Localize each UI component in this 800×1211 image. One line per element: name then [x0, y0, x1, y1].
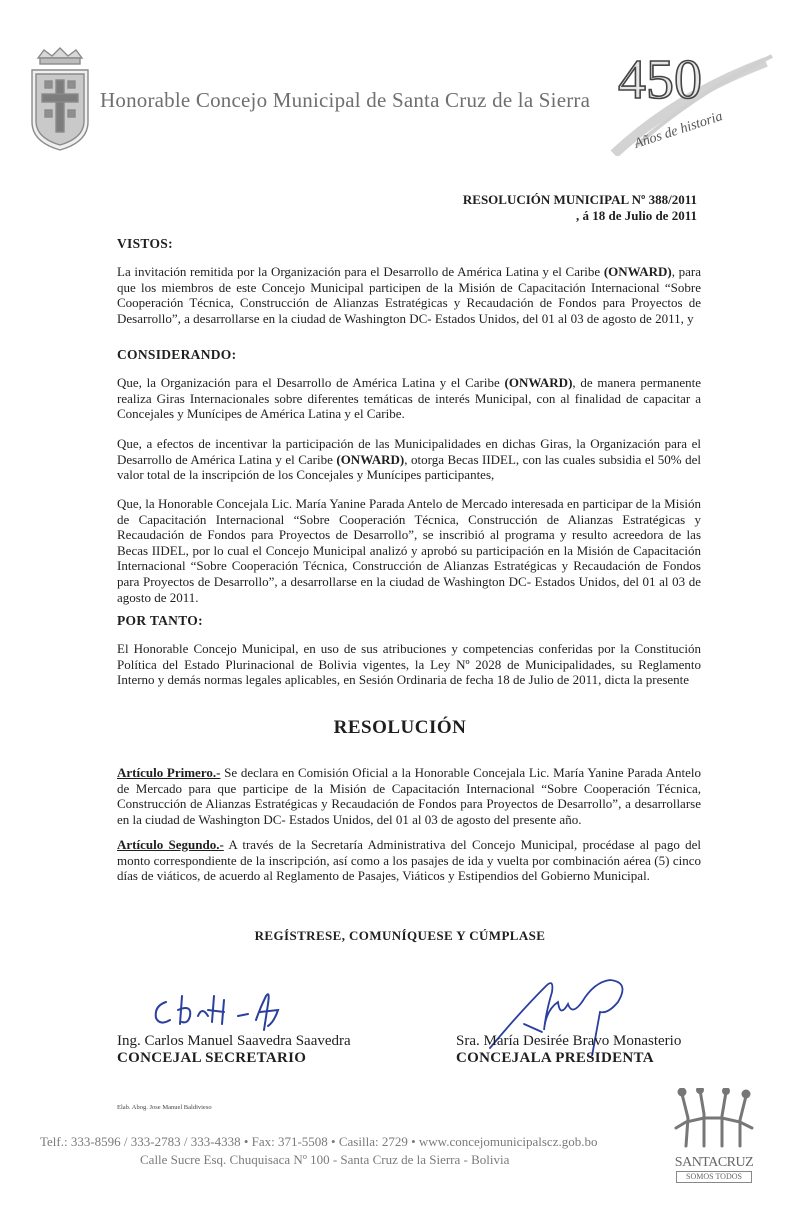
considerando-1-text-b: , de manera permanente realiza Giras Internacionales sobre diferentes temáticas de interés Municipal, con al finalidad de capacitar a Concejales y Munícipes de América Latina y el Caribe.: [117, 375, 702, 422]
resolution-number: RESOLUCIÓN MUNICIPAL Nº 388/2011: [462, 192, 697, 207]
santa-cruz-logo: [664, 1088, 764, 1188]
council-name: Honorable Concejo Municipal de Santa Cruz de la Sierra: [100, 88, 591, 112]
vistos-text-a: La invitación remitida por la Organización para el Desarrollo de América Latina y el Caribe: [117, 264, 604, 279]
resolution-date: , á 18 de Julio de 2011: [576, 208, 697, 223]
closing-formula: REGÍSTRESE, COMUNÍQUESE Y CÚMPLASE: [254, 928, 546, 943]
por-tanto-paragraph: El Honorable Concejo Municipal, en uso de sus atribuciones y competencias conferidas por la Constitución Política del Estado Plurinacional de Bolivia vigentes, la Ley Nº 2028 de Municipalidades, su Reglamento Interno y demás normas legales aplicables, en Sesión Ordinaria de fecha 18 de Julio de 2011, dicta la presente: [117, 641, 701, 688]
considerando-2-text-b: , otorga Becas IIDEL, con las cuales subsidia el 50% del valor total de la inscripción de los Concejales y Munícipes participantes,: [117, 451, 701, 483]
footer-address: Calle Sucre Esq. Chuquisaca Nº 100 - Santa Cruz de la Sierra - Bolivia: [140, 1152, 510, 1167]
article-second-label: Artículo Segundo.-: [117, 837, 224, 852]
article-second: [117, 837, 701, 884]
considerando-paragraph-2: [117, 436, 701, 483]
anniversary-graphic-icon: [606, 36, 774, 156]
considerando-2-onward: (ONWARD): [336, 451, 405, 467]
people-figures-icon: [664, 1088, 764, 1150]
vistos-onward: (ONWARD): [603, 264, 672, 279]
vistos-paragraph: [117, 264, 701, 326]
left-signer-title: CONCEJAL SECRETARIO: [117, 1050, 307, 1066]
footer-contact: Telf.: 333-8596 / 333-2783 / 333-4338 • Fax: 371-5508 • Casilla: 2729 • www.concejomunicipalscz.gob.bo: [40, 1134, 598, 1149]
considerando-paragraph-1: [117, 375, 701, 422]
article-second-text: A través de la Secretaría Administrativa del Concejo Municipal, procédase al pago del monto correspondiente de la inscripción, así como a los pasajes de ida y vuelta por combinación aérea (5) cinco días de viáticos, de acuerdo al Reglamento de Pasajes, Viáticos y Estipendios del Gobierno Municipal.: [117, 837, 701, 884]
article-first: [117, 765, 701, 827]
elaborated-by: Elab. Abog. Jose Manuel Baldivieso: [117, 1104, 212, 1111]
resolution-title: RESOLUCIÓN: [333, 717, 467, 738]
considerando-paragraph-3: Que, la Honorable Concejala Lic. María Yanine Parada Antelo de Mercado interesada en participar de la Misión de Capacitación Internacional “Sobre Cooperación Técnica, Construcción de Alianzas Estratégicas y Recaudación de Fondos para Proyectos de Desarrollo”, se inscribió al programa y resulto acreedora de las Becas IIDEL, por lo cual el Concejo Municipal analizó y aprobó su participación en la Misión de Capacitación Internacional “Sobre Cooperación Técnica, Construcción de Alianzas Estratégicas y Recaudación de Fondos para Proyectos de Desarrollo”, a desarrollarse en la ciudad de Washington DC- Estados Unidos, del 01 al 03 de agosto de 2011.: [117, 496, 701, 605]
anniversary-text: Años de historia: [632, 109, 725, 152]
considerando-heading: CONSIDERANDO:: [117, 347, 237, 362]
signature-left: [148, 986, 298, 1032]
right-signer-name: Sra. María Desirée Bravo Monasterio: [456, 1033, 682, 1049]
vistos-heading: VISTOS:: [117, 236, 173, 251]
vistos-text-b: , para que los miembros de este Concejo Municipal participen de la Misión de Capacitación Internacional “Sobre Cooperación Técnica, Construcción de Alianzas Estratégicas y Recaudación de Fondos para Proyectos de Desarrollo”, a desarrollarse en la ciudad de Washington DC- Estados Unidos, del 01 al 03 de agosto de 2011, y: [117, 264, 701, 326]
resolution-header: [463, 192, 697, 224]
coat-of-arms-icon: [28, 44, 92, 154]
considerando-2-text-a: Que, a efectos de incentivar la participación de las Municipalidades en dichas Giras, la Organización para el Desarrollo de América Latina y el Caribe: [117, 436, 701, 467]
article-first-text: Se declara en Comisión Oficial a la Honorable Concejala Lic. María Yanine Parada Antelo de Mercado para que participe de la Misión de Capacitación Internacional “Sobre Cooperación Técnica, Construcción de Alianzas Estratégicas y Recaudación de Fondos para Proyectos de Desarrollo”, a desarrollarse en la ciudad de Washington DC- Estados Unidos, del 01 al 03 de agosto del presente año.: [117, 765, 701, 827]
considerando-1-text-a: Que, la Organización para el Desarrollo de América Latina y el Caribe: [117, 375, 505, 390]
left-signer-name: Ing. Carlos Manuel Saavedra Saavedra: [117, 1033, 351, 1049]
right-signer-title: CONCEJALA PRESIDENTA: [456, 1050, 654, 1066]
por-tanto-heading: POR TANTO:: [117, 613, 203, 628]
logo-text: SANTACRUZ: [674, 1155, 754, 1170]
anniversary-mark: [606, 36, 774, 156]
anniversary-number: 450: [618, 49, 702, 111]
logo-tagline: SOMOS TODOS: [676, 1171, 752, 1183]
considerando-1-onward: (ONWARD): [504, 375, 573, 390]
article-first-label: Artículo Primero.-: [117, 765, 221, 780]
